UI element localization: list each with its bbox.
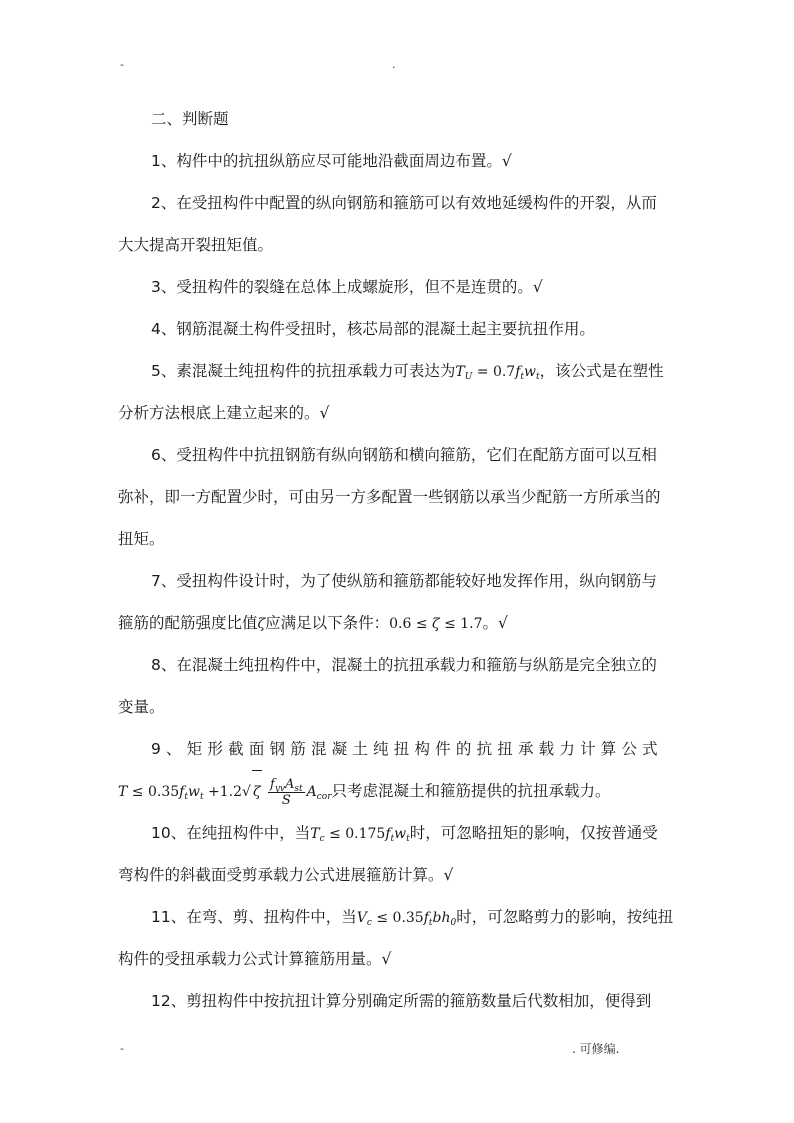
item-7-prefix: 箍筋的配筋强度比值	[118, 614, 258, 632]
formula-zeta: ζ	[257, 616, 266, 632]
item-1: 1、构件中的抗扭纵筋应尽可能地沿截面周边布置。√	[151, 152, 512, 170]
item-12-line-1: 12、剪扭构件中按抗扭计算分别确定所需的箍筋数量后代数相加，便得到	[151, 992, 652, 1010]
item-9-suffix: 只考虑混凝土和箍筋提供的抗扭承载力。	[331, 782, 611, 800]
item-11-line-2: 构件的受扭承载力公式计算箍筋用量。√	[118, 950, 392, 968]
section-title: 二、判断题	[151, 110, 229, 128]
item-8-line-1: 8、在混凝土纯扭构件中，混凝土的抗扭承载力和箍筋与纵筋是完全独立的	[151, 656, 657, 674]
document-body	[118, 98, 676, 1022]
item-11-line-1	[118, 896, 676, 938]
formula-tc: $T_c \le 0.175f_tw_t$	[310, 826, 410, 844]
item-11-prefix: 11、在弯、剪、扭构件中，当	[151, 908, 357, 926]
item-6-line-3: 扭矩。	[118, 530, 165, 548]
formula-vc: $V_c \le 0.35f_tbh_0$	[356, 910, 457, 928]
item-5-line-1	[118, 350, 676, 392]
formula-zeta-range: 0.6 ≤ ζ ≤ 1.7	[389, 616, 483, 632]
item-10-prefix: 10、在纯扭构件中，当	[151, 824, 311, 842]
header-left-mark: -	[120, 58, 124, 71]
item-7-mid: 应满足以下条件：	[265, 614, 390, 632]
item-10-line-1	[118, 812, 676, 854]
item-10-suffix: 时，可忽略扭矩的影响，仅按普通受	[409, 824, 658, 842]
item-6-line-1: 6、受扭构件中抗扭钢筋有纵向钢筋和横向箍筋，它们在配筋方面可以互相	[151, 446, 657, 464]
item-5-line-2: 分析方法根底上建立起来的。√	[118, 404, 330, 422]
item-3: 3、受扭构件的裂缝在总体上成螺旋形，但不是连贯的。√	[151, 278, 543, 296]
item-9-line-1: 9、矩形截面钢筋混凝土纯扭构件的抗扭承载力计算公式	[151, 740, 663, 758]
item-2-line-1: 2、在受扭构件中配置的纵向钢筋和箍筋可以有效地延缓构件的开裂，从而	[151, 194, 657, 212]
footer-left-mark: -	[120, 1042, 124, 1055]
header-center-mark: .	[392, 58, 396, 71]
item-10-line-2: 弯构件的斜截面受剪承载力公式进展箍筋计算。√	[118, 866, 454, 884]
item-7-line-2	[118, 602, 676, 644]
item-8-line-2: 变量。	[118, 698, 165, 716]
item-9-line-2	[118, 770, 676, 812]
item-7-suffix: 。√	[482, 614, 508, 632]
item-7-line-1: 7、受扭构件设计时，为了使纵筋和箍筋都能较好地发挥作用，纵向钢筋与	[151, 572, 657, 590]
item-5-prefix: 5、素混凝土纯扭构件的抗扭承载力可表达为	[151, 362, 456, 380]
footer-editable-note: . 可修编.	[572, 1042, 620, 1056]
formula-torsion-capacity: $T \le 0.35f_tw_t +1.2√$ ζ $\frac{f_{yv}A_{st}}{S}$ $A_{cor}$	[118, 784, 332, 800]
item-11-suffix: 时，可忽略剪力的影响，按纯扭	[456, 908, 674, 926]
item-5-suffix: ，该公式是在塑性	[539, 362, 664, 380]
item-4: 4、钢筋混凝土构件受扭时，核芯局部的混凝土起主要抗扭作用。	[151, 320, 595, 338]
formula-tu: $T_U = 0.7f_tw_t$	[455, 364, 540, 382]
item-6-line-2: 弥补，即一方配置少时，可由另一方多配置一些钢筋以承当少配筋一方所承当的	[118, 488, 661, 506]
item-2-line-2: 大大提高开裂扭矩值。	[118, 236, 274, 254]
